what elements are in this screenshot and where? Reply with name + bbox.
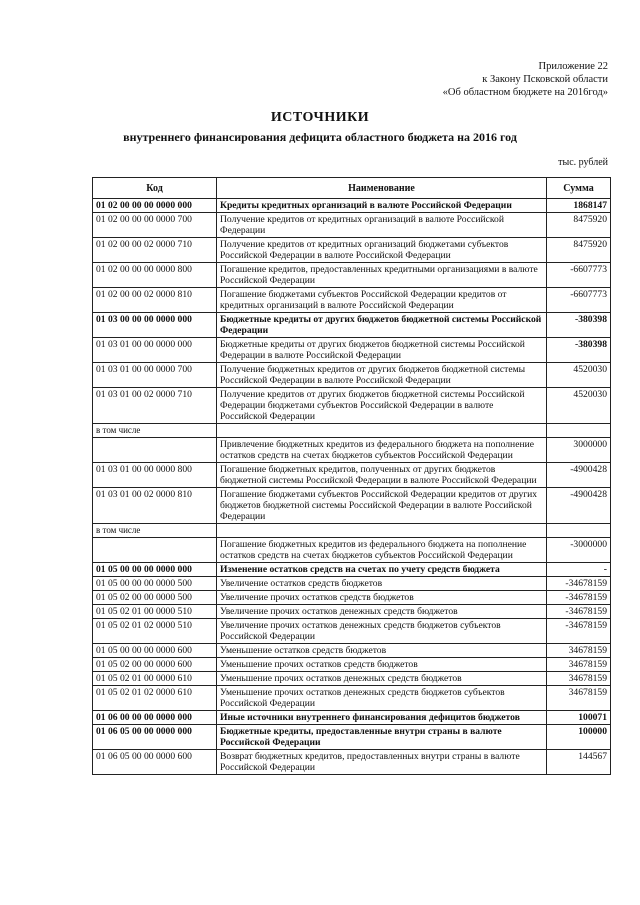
row-code: 01 05 02 01 02 0000 610	[93, 686, 217, 711]
row-code: 01 06 00 00 00 0000 000	[93, 711, 217, 725]
row-name: Изменение остатков средств на счетах по учету средств бюджета	[217, 563, 547, 577]
table-row	[93, 463, 611, 488]
row-sum: -3000000	[547, 538, 611, 563]
row-sum: 1868147	[547, 199, 611, 213]
row-sum: -34678159	[547, 577, 611, 591]
table-row	[93, 605, 611, 619]
table-row	[93, 658, 611, 672]
row-sum	[547, 524, 611, 538]
row-code: 01 05 00 00 00 0000 500	[93, 577, 217, 591]
row-code: 01 05 02 00 00 0000 500	[93, 591, 217, 605]
table-row	[93, 488, 611, 524]
row-name: Уменьшение остатков средств бюджетов	[217, 644, 547, 658]
table-row	[93, 338, 611, 363]
title-sub: внутреннего финансирования дефицита областного бюджета на 2016 год	[123, 130, 517, 144]
row-note: в том числе	[93, 424, 217, 438]
row-name: Получение кредитов от других бюджетов бюджетной системы Российской Федерации бюджетами субъектов Российской Федерации в валюте Российской Федерации	[217, 388, 547, 424]
table-row	[93, 591, 611, 605]
row-sum: -4900428	[547, 463, 611, 488]
table-row	[93, 644, 611, 658]
row-code: 01 03 01 00 02 0000 810	[93, 488, 217, 524]
row-code: 01 02 00 00 02 0000 810	[93, 288, 217, 313]
row-name: Кредиты кредитных организаций в валюте Российской Федерации	[217, 199, 547, 213]
table-row	[93, 388, 611, 424]
row-sum: -6607773	[547, 288, 611, 313]
table-header-row	[93, 178, 611, 199]
row-code: 01 05 00 00 00 0000 600	[93, 644, 217, 658]
row-sum: 34678159	[547, 644, 611, 658]
table-row	[93, 686, 611, 711]
row-name: Увеличение прочих остатков денежных средств бюджетов субъектов Российской Федерации	[217, 619, 547, 644]
table-row	[93, 263, 611, 288]
sources-table	[92, 177, 611, 775]
row-code: 01 05 02 01 00 0000 510	[93, 605, 217, 619]
row-name: Бюджетные кредиты от других бюджетов бюджетной системы Российской Федерации в валюте Российской Федерации	[217, 338, 547, 363]
table-row	[93, 750, 611, 775]
row-sum: 34678159	[547, 658, 611, 672]
row-code: 01 05 00 00 00 0000 000	[93, 563, 217, 577]
row-code: 01 02 00 00 00 0000 700	[93, 213, 217, 238]
row-code: 01 05 02 00 00 0000 600	[93, 658, 217, 672]
table-row	[93, 619, 611, 644]
row-name	[217, 524, 547, 538]
row-name: Привлечение бюджетных кредитов из федерального бюджета на пополнение остатков средств на счетах бюджетов субъектов Российской Федерации	[217, 438, 547, 463]
row-code: 01 05 02 01 00 0000 610	[93, 672, 217, 686]
row-name: Уменьшение прочих остатков денежных средств бюджетов субъектов Российской Федерации	[217, 686, 547, 711]
table-row	[93, 563, 611, 577]
row-sum: 4520030	[547, 388, 611, 424]
header-name: Наименование	[217, 178, 547, 199]
row-sum: -380398	[547, 338, 611, 363]
appendix-number: Приложение 22	[538, 61, 608, 72]
row-sum	[547, 424, 611, 438]
row-name: Погашение бюджетами субъектов Российской Федерации кредитов от других бюджетов бюджетной системы Российской Федерации в валюте Российской Федерации	[217, 488, 547, 524]
table-row	[93, 288, 611, 313]
unit-label: тыс. рублей	[558, 157, 608, 168]
table-row	[93, 199, 611, 213]
row-sum: 100000	[547, 725, 611, 750]
row-name: Погашение бюджетами субъектов Российской Федерации кредитов от кредитных организаций в валюте Российской Федерации	[217, 288, 547, 313]
row-sum: 8475920	[547, 238, 611, 263]
row-sum: 100071	[547, 711, 611, 725]
row-name: Увеличение прочих остатков денежных средств бюджетов	[217, 605, 547, 619]
row-name: Бюджетные кредиты от других бюджетов бюджетной системы Российской Федерации	[217, 313, 547, 338]
appendix-law-title: «Об областном бюджете на 2016год»	[442, 87, 608, 98]
title-main: ИСТОЧНИКИ	[270, 110, 370, 125]
row-name: Уменьшение прочих остатков средств бюджетов	[217, 658, 547, 672]
table-row	[93, 213, 611, 238]
row-name: Погашение бюджетных кредитов, полученных от других бюджетов бюджетной системы Российской Федерации в валюте Российской Федерации	[217, 463, 547, 488]
table-row	[93, 711, 611, 725]
row-code: 01 05 02 01 02 0000 510	[93, 619, 217, 644]
row-code: 01 02 00 00 00 0000 000	[93, 199, 217, 213]
row-name: Увеличение остатков средств бюджетов	[217, 577, 547, 591]
row-code: 01 03 01 00 02 0000 710	[93, 388, 217, 424]
row-name	[217, 424, 547, 438]
header-code: Код	[93, 178, 217, 199]
row-name: Иные источники внутреннего финансирования дефицитов бюджетов	[217, 711, 547, 725]
table-row	[93, 313, 611, 338]
table-body	[93, 199, 611, 775]
row-sum: 4520030	[547, 363, 611, 388]
table-row	[93, 363, 611, 388]
row-sum: -	[547, 563, 611, 577]
appendix-law: к Закону Псковской области	[482, 74, 608, 85]
row-code	[93, 438, 217, 463]
table-row	[93, 524, 611, 538]
row-name: Погашение бюджетных кредитов из федерального бюджета на пополнение остатков средств на счетах бюджетов субъектов Российской Федерации	[217, 538, 547, 563]
row-name: Погашение кредитов, предоставленных кредитными организациями в валюте Российской Федерации	[217, 263, 547, 288]
document-title	[0, 110, 640, 145]
row-name: Получение кредитов от кредитных организаций бюджетами субъектов Российской Федерации в валюте Российской Федерации	[217, 238, 547, 263]
row-sum: 3000000	[547, 438, 611, 463]
row-sum: 8475920	[547, 213, 611, 238]
row-sum: -34678159	[547, 605, 611, 619]
row-sum: -34678159	[547, 591, 611, 605]
row-name: Бюджетные кредиты, предоставленные внутри страны в валюте Российской Федерации	[217, 725, 547, 750]
table-row	[93, 538, 611, 563]
row-sum: -6607773	[547, 263, 611, 288]
row-name: Уменьшение прочих остатков денежных средств бюджетов	[217, 672, 547, 686]
row-code: 01 03 00 00 00 0000 000	[93, 313, 217, 338]
row-code: 01 02 00 00 02 0000 710	[93, 238, 217, 263]
row-name: Получение бюджетных кредитов от других бюджетов бюджетной системы Российской Федерации в валюте Российской Федерации	[217, 363, 547, 388]
table-row	[93, 424, 611, 438]
row-sum: -34678159	[547, 619, 611, 644]
row-name: Получение кредитов от кредитных организаций в валюте Российской Федерации	[217, 213, 547, 238]
row-sum: 144567	[547, 750, 611, 775]
row-code: 01 06 05 00 00 0000 000	[93, 725, 217, 750]
table-row	[93, 577, 611, 591]
header-sum: Сумма	[547, 178, 611, 199]
table-row	[93, 438, 611, 463]
row-sum: 34678159	[547, 672, 611, 686]
appendix-header	[443, 60, 608, 99]
table-row	[93, 238, 611, 263]
row-name: Увеличение прочих остатков средств бюджетов	[217, 591, 547, 605]
row-code: 01 06 05 00 00 0000 600	[93, 750, 217, 775]
table-row	[93, 672, 611, 686]
table-row	[93, 725, 611, 750]
row-name: Возврат бюджетных кредитов, предоставленных внутри страны в валюте Российской Федерации	[217, 750, 547, 775]
row-sum: -4900428	[547, 488, 611, 524]
row-sum: 34678159	[547, 686, 611, 711]
row-code: 01 03 01 00 00 0000 700	[93, 363, 217, 388]
row-note: в том числе	[93, 524, 217, 538]
row-code: 01 03 01 00 00 0000 000	[93, 338, 217, 363]
row-code: 01 02 00 00 00 0000 800	[93, 263, 217, 288]
row-code: 01 03 01 00 00 0000 800	[93, 463, 217, 488]
row-sum: -380398	[547, 313, 611, 338]
row-code	[93, 538, 217, 563]
